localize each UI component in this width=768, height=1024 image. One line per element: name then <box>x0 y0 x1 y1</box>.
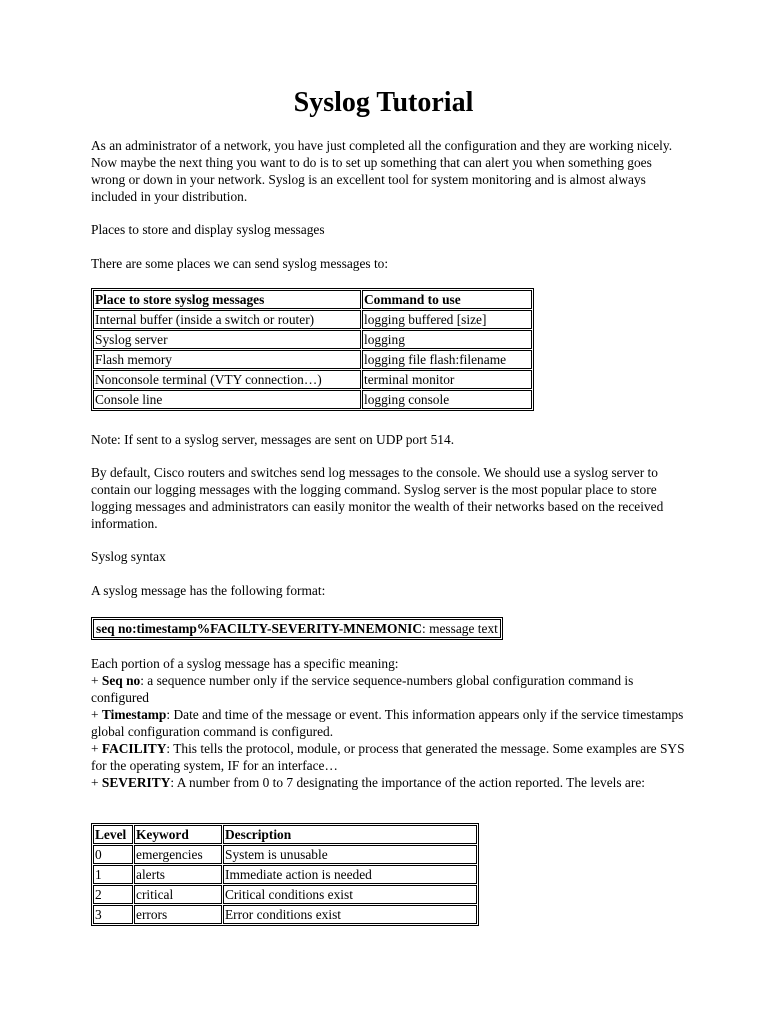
table-row <box>93 350 532 369</box>
table-cell: critical <box>134 885 222 904</box>
list-item-term: Seq no <box>101 673 141 688</box>
table-cell: Syslog server <box>93 330 361 349</box>
meaning-section <box>91 655 686 791</box>
table-cell: emergencies <box>134 845 222 864</box>
table-row <box>93 845 477 864</box>
table-header-cell: Command to use <box>362 290 532 309</box>
table-header-cell: Level <box>93 825 133 844</box>
table-cell: 3 <box>93 905 133 924</box>
table-row <box>93 330 532 349</box>
table-cell: alerts <box>134 865 222 884</box>
table-header-cell: Keyword <box>134 825 222 844</box>
table-row <box>93 370 532 389</box>
table-cell: Nonconsole terminal (VTY connection…) <box>93 370 361 389</box>
list-item-text: : A number from 0 to 7 designating the importance of the action reported. The levels are: <box>170 775 645 790</box>
list-item-prefix: + <box>91 741 102 756</box>
levels-table <box>91 823 479 926</box>
list-item <box>91 706 686 740</box>
table-cell: Error conditions exist <box>223 905 477 924</box>
list-item-text: : This tells the protocol, module, or process that generated the message. Some examples are SYS for the operating system, IF for an interface… <box>91 741 685 773</box>
table-cell: logging file flash:filename <box>362 350 532 369</box>
places-heading: Places to store and display syslog messages <box>91 222 325 237</box>
list-item-prefix: + <box>91 707 102 722</box>
table-cell: terminal monitor <box>362 370 532 389</box>
format-rest: : message text <box>422 621 498 636</box>
table-row <box>93 310 532 329</box>
page-title: Syslog Tutorial <box>293 87 474 118</box>
places-table <box>91 288 534 411</box>
list-item-prefix: + <box>91 673 102 688</box>
table-cell: Console line <box>93 390 361 409</box>
list-item-text: : a sequence number only if the service sequence-numbers global configuration command is configured <box>91 673 634 705</box>
format-box <box>91 617 503 640</box>
table-cell: Critical conditions exist <box>223 885 477 904</box>
table-cell: Internal buffer (inside a switch or router) <box>93 310 361 329</box>
meaning-intro: Each portion of a syslog message has a specific meaning: <box>91 656 399 671</box>
intro-paragraph: As an administrator of a network, you have just completed all the configuration and they are working nicely. Now maybe the next thing you want to do is to set up something that can alert you when something goes wrong or down in your network. Syslog is an excellent tool for system monitoring and is almost always included in your distribution. <box>91 138 673 204</box>
table-cell: logging console <box>362 390 532 409</box>
places-intro: There are some places we can send syslog messages to: <box>91 256 389 271</box>
format-bold: seq no:timestamp%FACILTY-SEVERITY-MNEMONIC <box>96 621 422 636</box>
table-header-row <box>93 290 532 309</box>
table-cell: Flash memory <box>93 350 361 369</box>
table-cell: logging <box>362 330 532 349</box>
table-header-cell: Description <box>223 825 477 844</box>
format-line <box>93 619 501 638</box>
table-cell: Immediate action is needed <box>223 865 477 884</box>
list-item <box>91 672 686 706</box>
table-header-cell: Place to store syslog messages <box>93 290 361 309</box>
table-cell: 1 <box>93 865 133 884</box>
table-cell: System is unusable <box>223 845 477 864</box>
list-item <box>91 774 686 791</box>
format-intro: A syslog message has the following format: <box>91 583 326 598</box>
table-cell: errors <box>134 905 222 924</box>
list-item-term: FACILITY <box>101 741 167 756</box>
table-row <box>93 885 477 904</box>
table-row <box>93 390 532 409</box>
syntax-heading: Syslog syntax <box>91 549 166 564</box>
list-item-prefix: + <box>91 775 102 790</box>
table-cell: 2 <box>93 885 133 904</box>
table-cell: logging buffered [size] <box>362 310 532 329</box>
table-cell: 0 <box>93 845 133 864</box>
list-item-text: : Date and time of the message or event. This information appears only if the service timestamps global configuration command is configured. <box>91 707 684 739</box>
list-item <box>91 740 686 774</box>
table-row <box>93 905 477 924</box>
default-paragraph: By default, Cisco routers and switches send log messages to the console. We should use a syslog server to contain our logging messages with the logging command. Syslog server is the most popular place to store logging messages and administrators can easily monitor the wealth of their networks based on the received information. <box>91 465 664 531</box>
list-item-term: SEVERITY <box>101 775 171 790</box>
note-paragraph: Note: If sent to a syslog server, messages are sent on UDP port 514. <box>91 432 455 447</box>
table-row <box>93 865 477 884</box>
table-header-row <box>93 825 477 844</box>
list-item-term: Timestamp <box>101 707 167 722</box>
